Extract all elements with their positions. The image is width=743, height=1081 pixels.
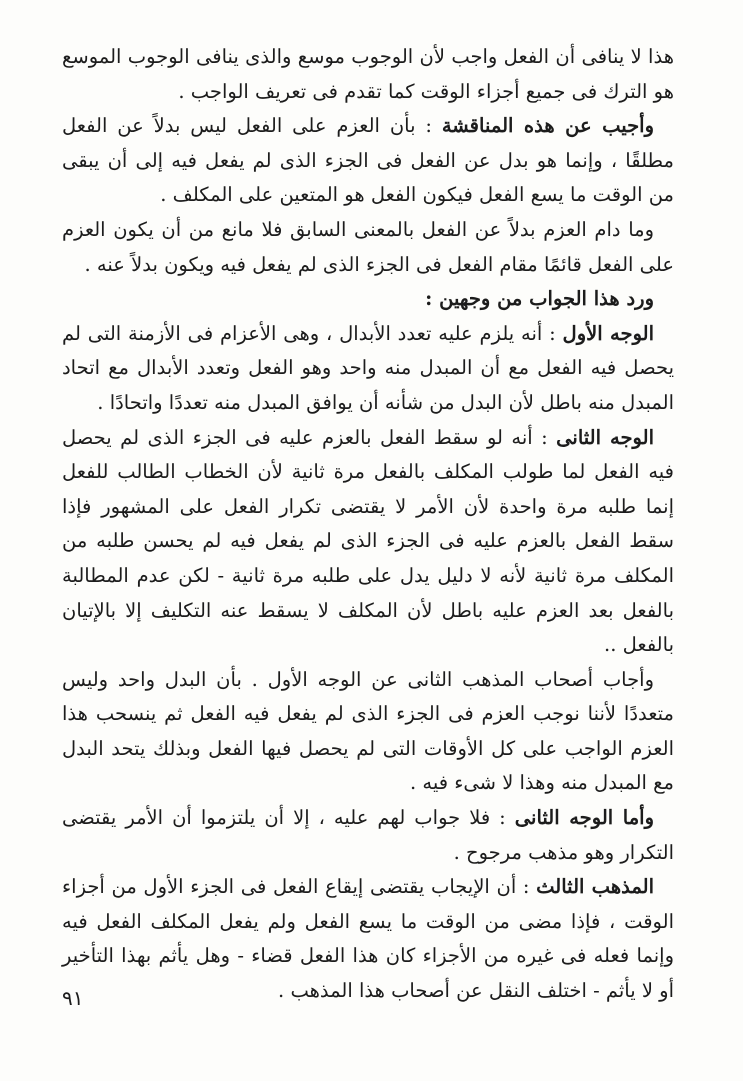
paragraph-text: : أنه يلزم عليه تعدد الأبدال ، وهى الأعزام فى الأزمنة التى لم يحصل فيه الفعل مع أن المبدل منه واحد وهو الفعل وتعدد الأبدال مع اتحاد المبدل منه باطل لأن البدل من شأنه أن يوافق المبدل منه تعددًا واتحادًا . (62, 321, 674, 414)
paragraph-heading: وأجيب عن هذه المناقشة (441, 114, 654, 138)
paragraph-heading: الوجه الأول (562, 321, 654, 345)
paragraph (62, 663, 674, 801)
paragraph (62, 421, 674, 663)
paragraph (62, 109, 674, 213)
paragraph-text: وأجاب أصحاب المذهب الثانى عن الوجه الأول . بأن البدل واحد وليس متعددًا لأننا نوجب العزم فى الجزء الذى لم يفعل فيه الفعل ثم ينسحب هذا العزم الواجب على كل الأوقات التى لم يحصل فيها الفعل وبذلك يتحد البدل مع المبدل منه وهذا لا شىء فيه . (62, 667, 674, 795)
paragraph (62, 870, 674, 1008)
paragraph (62, 40, 674, 109)
paragraph (62, 801, 674, 870)
body-text (62, 40, 674, 1009)
paragraph-text: : أن الإيجاب يقتضى إيقاع الفعل فى الجزء الأول من أجزاء الوقت ، فإذا مضى من الوقت ما يسع الفعل ولم يفعل المكلف الفعل فيه وإنما فعله فى غيره من الأجزاء كان هذا الفعل قضاء - وهل يأثم بهذا التأخير أو لا يأثم - اختلف النقل عن أصحاب هذا المذهب . (62, 875, 674, 1003)
paragraph (62, 282, 674, 317)
paragraph (62, 317, 674, 421)
page-number: ٩١ (62, 986, 84, 1010)
paragraph-text: وما دام العزم بدلاً عن الفعل بالمعنى السابق فلا مانع من أن يكون العزم على الفعل قائمًا مقام الفعل فى الجزء الذى لم يفعل فيه ويكون بدلاً عنه . (62, 217, 674, 276)
paragraph-text: : أنه لو سقط الفعل بالعزم عليه فى الجزء الذى لم يحصل فيه الفعل لما طولب المكلف بالفعل مرة ثانية لأن الخطاب الطالب للفعل إنما طلبه مرة واحدة لأن الأمر لا يقتضى تكرار الفعل على المشهور فإذا سقط الفعل بالعزم عليه فى الجزء الذى لم يفعل فيه لم يحسن طلبه من المكلف مرة ثانية لأنه لا دليل يدل على طلبه مرة ثانية - لكن عدم المطالبة بالفعل بعد العزم عليه باطل لأن المكلف لا يسقط عنه التكليف إلا بالإتيان بالفعل .. (62, 425, 674, 657)
paragraph-text: : بأن العزم على الفعل ليس بدلاً عن الفعل مطلقًا ، وإنما هو بدل عن الفعل فى الجزء الذى لم يفعل فيه إلى أن يبقى من الوقت ما يسع الفعل فيكون الفعل هو المتعين على المكلف . (62, 114, 674, 207)
paragraph-heading: ورد هذا الجواب من وجهين : (425, 287, 654, 311)
paragraph (62, 213, 674, 282)
paragraph-heading: الوجه الثانى (556, 425, 654, 449)
paragraph-heading: المذهب الثالث (536, 875, 654, 899)
paragraph-text: هذا لا ينافى أن الفعل واجب لأن الوجوب موسع والذى ينافى الوجوب الموسع هو الترك فى جميع أجزاء الوقت كما تقدم فى تعريف الواجب . (62, 45, 674, 103)
paragraph-heading: وأما الوجه الثانى (514, 806, 654, 830)
paragraph-text: : فلا جواب لهم عليه ، إلا أن يلتزموا أن الأمر يقتضى التكرار وهو مذهب مرجوح . (62, 806, 674, 864)
